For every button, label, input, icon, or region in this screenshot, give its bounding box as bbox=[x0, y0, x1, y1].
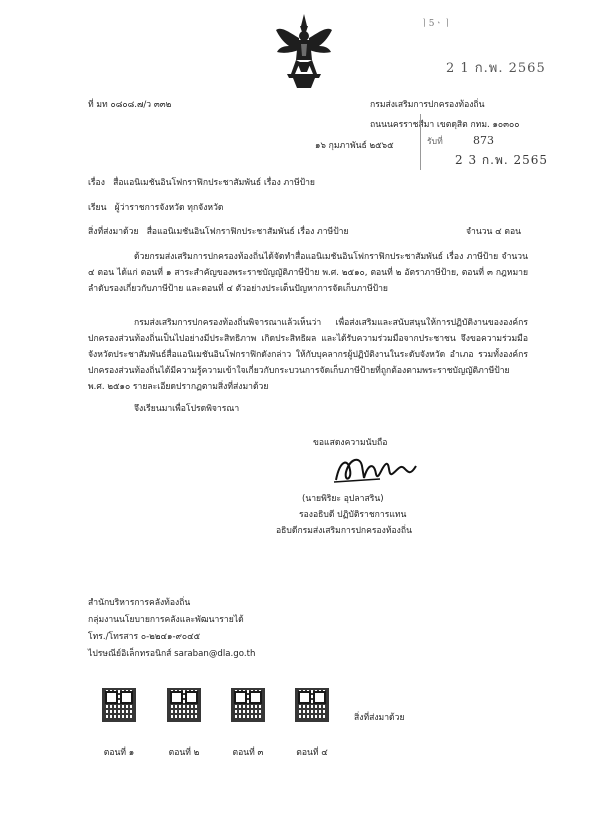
document-date: ๑๖ กุมภาพันธ์ ๒๕๖๕ bbox=[315, 141, 394, 151]
closing-phrase: ขอแสดงความนับถือ bbox=[313, 438, 388, 448]
to-text: ผู้ว่าราชการจังหวัด ทุกจังหวัด bbox=[114, 203, 224, 213]
footer-email: ไปรษณีย์อิเล็กทรอนิกส์ saraban@dla.go.th bbox=[88, 649, 256, 659]
body-paragraph-1: ด้วยกรมส่งเสริมการปกครองท้องถิ่นได้จัดทำสื่อแอนิเมชันอินโฟกราฟิกประชาสัมพันธ์ เรื่อง ภาษีป้าย จำนวน ๔ ตอน ได้แก่ ตอนที่ ๑ สาระสำคัญของพระราชบัญญัติภาษีป้าย พ.ศ. ๒๕๑๐, ตอนที่ ๒ อัตราภาษีป้าย, ตอนที่ ๓ กฎหมายลำดับรองเกี่ยวกับภาษีป้าย และตอนที่ ๔ ตัวอย่างประเด็นปัญหาการจัดเก็บภาษีป้าย bbox=[88, 252, 528, 294]
to-line bbox=[88, 202, 223, 214]
qr-label-1: ตอนที่ ๑ bbox=[103, 748, 135, 758]
org-name: กรมส่งเสริมการปกครองท้องถิ่น bbox=[370, 100, 485, 110]
footer-division: กลุ่มงานนโยบายการคลังและพัฒนารายได้ bbox=[88, 615, 244, 625]
qr-code-1[interactable] bbox=[102, 688, 136, 722]
footer-office: สำนักบริหารการคลังท้องถิ่น bbox=[88, 598, 191, 608]
enclosure-label: สิ่งที่ส่งมาด้วย bbox=[88, 227, 139, 237]
registration-stamp bbox=[420, 114, 549, 170]
qr-code-3[interactable] bbox=[231, 688, 265, 722]
garuda-emblem bbox=[273, 12, 335, 92]
top-right-stamp-date: 2 1 ก.พ. 2565 bbox=[446, 61, 546, 76]
enclosure-text: สื่อแอนิเมชันอินโฟกราฟิกประชาสัมพันธ์ เรื่อง ภาษีป้าย bbox=[146, 227, 349, 237]
qr-caption: สิ่งที่ส่งมาด้วย bbox=[354, 713, 405, 723]
subject-text: สื่อแอนิเมชันอินโฟกราฟิกประชาสัมพันธ์ เรื่อง ภาษีป้าย bbox=[113, 178, 315, 188]
document-number: ที่ มท ๐๘๐๘.๗/ว ๓๓๒ bbox=[88, 100, 172, 110]
qr-label-4: ตอนที่ ๔ bbox=[296, 748, 328, 758]
qr-label-2: ตอนที่ ๒ bbox=[168, 748, 200, 758]
registration-label: รับที่ bbox=[427, 137, 443, 147]
signatory-name: (นายพิริยะ อุปลาสริน) bbox=[302, 494, 384, 504]
footer-phone: โทร./โทรสาร ๐-๒๒๔๑-๙๐๔๕ bbox=[88, 632, 201, 642]
qr-label-3: ตอนที่ ๓ bbox=[232, 748, 264, 758]
enclosure-line bbox=[88, 226, 349, 238]
to-label: เรียน bbox=[88, 203, 107, 213]
org-address: ถนนนครราชสีมา เขตดุสิต กทม. ๑๐๓๐๐ bbox=[370, 120, 520, 130]
signatory-position-1: รองอธิบดี ปฏิบัติราชการแทน bbox=[299, 510, 407, 520]
registration-date: 2 3 ก.พ. 2565 bbox=[455, 153, 549, 167]
qr-code-2[interactable] bbox=[167, 688, 201, 722]
body-paragraph-2: กรมส่งเสริมการปกครองท้องถิ่นพิจารณาแล้วเห็นว่า เพื่อส่งเสริมและสนับสนุนให้การปฏิบัติงานขององค์กรปกครองส่วนท้องถิ่นเป็นไปอย่างมีประสิทธิภาพ เกิดประสิทธิผล และได้รับความร่วมมือจากประชาชน จึงขอความร่วมมือจังหวัดประชาสัมพันธ์สื่อแอนิเมชันอินโฟกราฟิกดังกล่าว ให้กับบุคลากรผู้ปฏิบัติงานในระดับจังหวัด อำเภอ รวมทั้งองค์กรปกครองส่วนท้องถิ่นได้มีความรู้ความเข้าใจเกี่ยวกับกระบวนการจัดเก็บภาษีป้ายที่ถูกต้องตามพระราชบัญญัติภาษีป้าย พ.ศ. ๒๕๑๐ รายละเอียดปรากฏตามสิ่งที่ส่งมาด้วย bbox=[88, 318, 528, 392]
subject-label: เรื่อง bbox=[88, 178, 105, 188]
signatory-position-2: อธิบดีกรมส่งเสริมการปกครองท้องถิ่น bbox=[276, 526, 412, 536]
top-stamp-scribble: ㅣ5ㆍㅣ bbox=[420, 19, 452, 29]
subject-line bbox=[88, 177, 315, 189]
signature-scribble bbox=[330, 452, 420, 488]
body-paragraph-3: จึงเรียนมาเพื่อโปรดพิจารณา bbox=[134, 404, 240, 414]
qr-code-4[interactable] bbox=[295, 688, 329, 722]
registration-number: 873 bbox=[473, 134, 494, 147]
enclosure-count: จำนวน ๔ ตอน bbox=[466, 227, 522, 237]
